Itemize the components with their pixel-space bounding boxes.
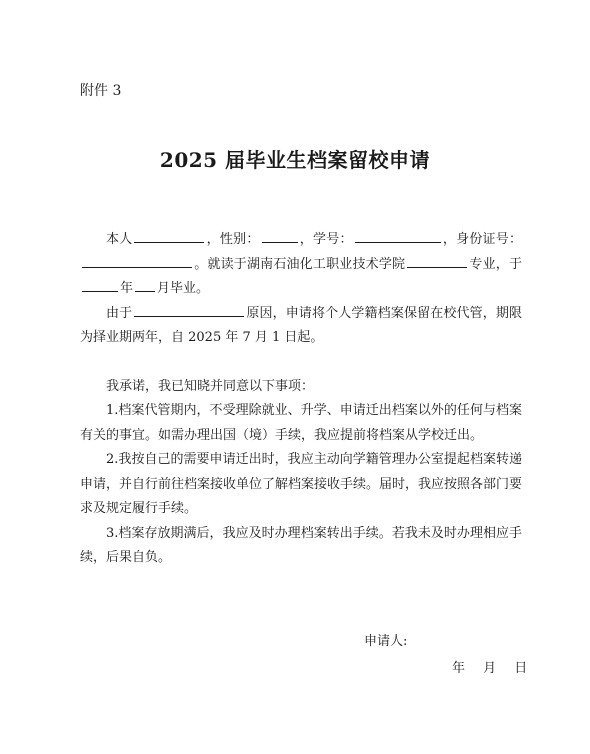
document-title: 2025 届毕业生档案留校申请 — [159, 148, 431, 172]
text-segment: 年 — [120, 281, 134, 296]
commitment-item-1: 1.档案代管期内，不受理除就业、升学、申请迁出档案以外的任何与档案有关的事宜。如需办理出国（境）手续，我应提前将档案从学校迁出。 — [80, 403, 522, 443]
student-id-blank[interactable] — [355, 228, 441, 243]
graduation-year-blank[interactable] — [82, 277, 118, 292]
text-segment: 本人 — [106, 232, 133, 247]
text-segment: 由于 — [106, 305, 133, 321]
applicant-signature-label: 申请人: — [364, 634, 408, 649]
document-body — [80, 228, 522, 571]
reason-paragraph — [80, 302, 522, 351]
text-segment: 专业，于 — [469, 256, 522, 272]
text-segment: ，性别： — [206, 232, 260, 247]
name-blank[interactable] — [134, 228, 204, 243]
paragraph-spacer — [80, 351, 522, 375]
commitment-item-3: 3.档案存放期满后，我应及时办理档案转出手续。若我未及时办理相应手续，后果自负。 — [80, 525, 522, 565]
commitment-item-2: 2.我按自己的需要申请迁出时，我应主动向学籍管理办公室提起档案转递申请，并自行前往档案接收单位了解档案接收手续。届时，我应按照各部门要求及规定履行手续。 — [80, 452, 523, 516]
graduation-month-blank[interactable] — [135, 277, 155, 292]
applicant-info-paragraph — [80, 228, 522, 302]
text-segment: ，身份证号： — [442, 232, 522, 247]
text-segment: 月毕业。 — [157, 281, 210, 296]
id-card-blank[interactable] — [82, 253, 192, 268]
gender-blank[interactable] — [262, 228, 298, 243]
signature-date-line: 年 月 日 — [452, 661, 528, 676]
commitment-intro: 我承诺，我已知晓并同意以下事项： — [106, 378, 315, 394]
text-segment: 。就读于湖南石油化工职业技术学院 — [194, 256, 406, 272]
text-segment: ，学号： — [299, 232, 353, 247]
attachment-label: 附件 3 — [80, 83, 122, 99]
reason-blank[interactable] — [134, 302, 244, 317]
text-segment: 原因，申请将个人学籍档案保留在校代管，期限为择业期两年，自 2025 年 7 月 1 日起。 — [80, 305, 522, 345]
major-blank[interactable] — [407, 253, 467, 268]
